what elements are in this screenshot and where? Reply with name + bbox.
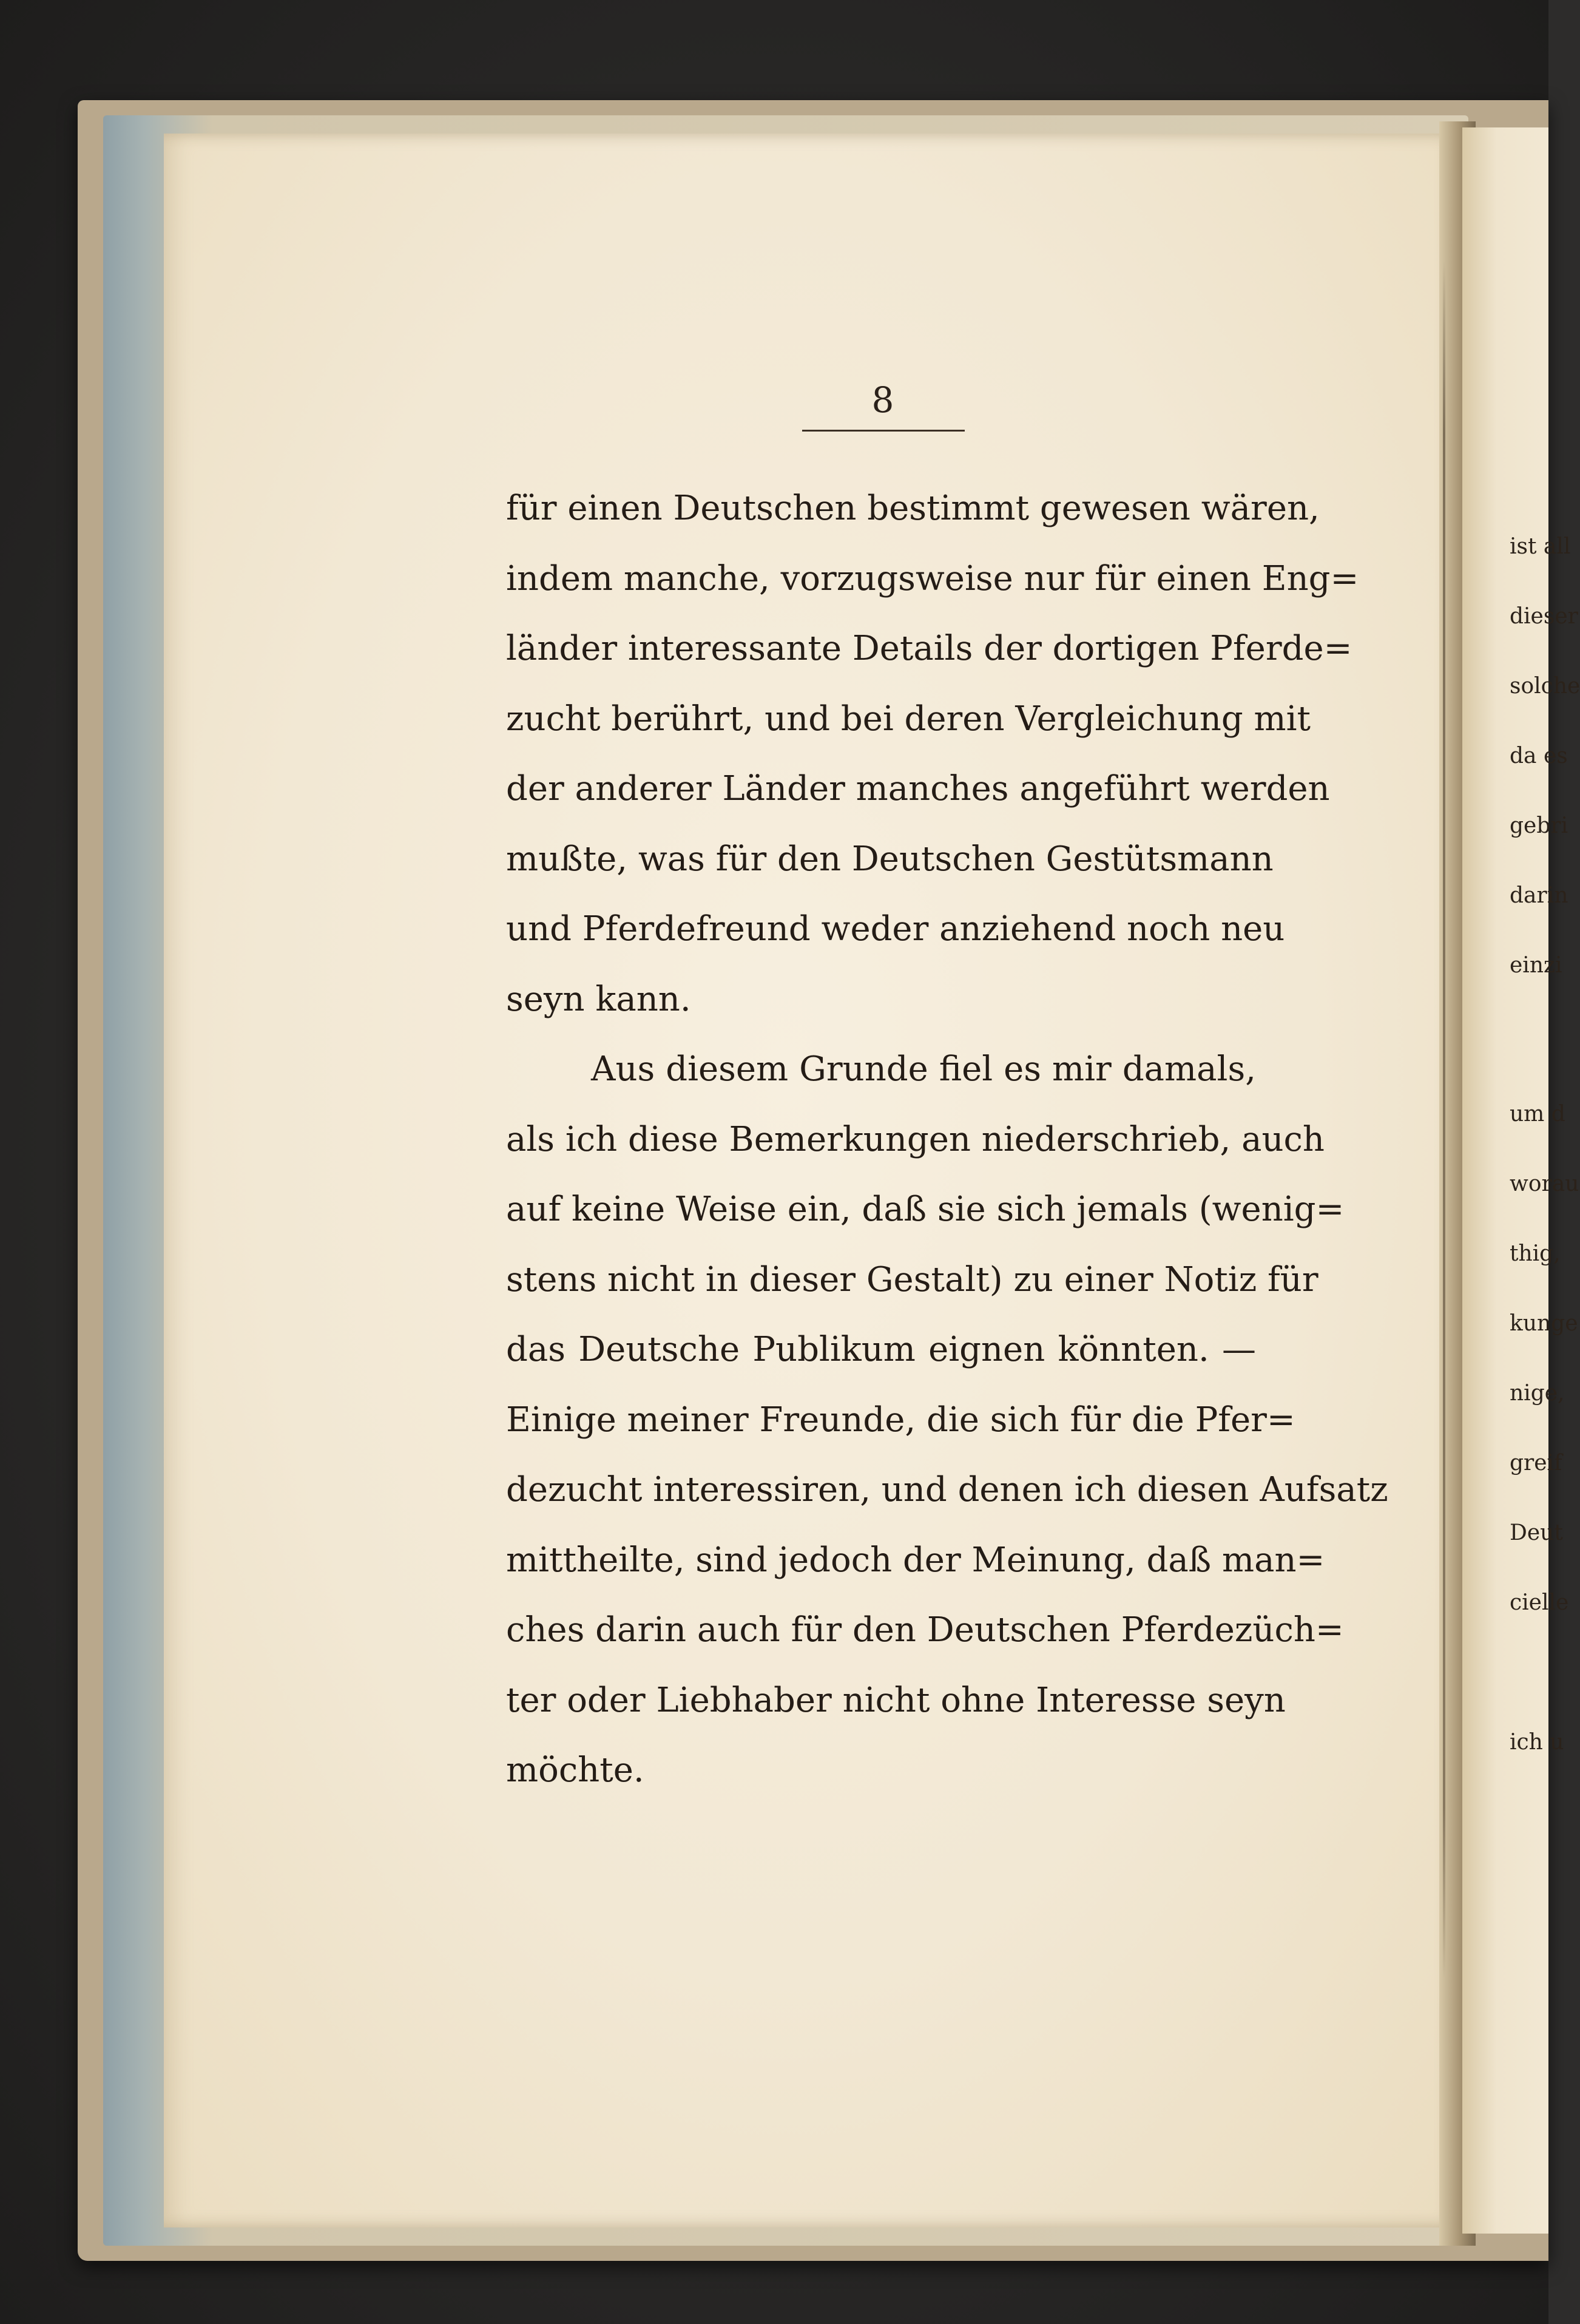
text-line: das Deutsche Publikum eignen könnten. — <box>506 1330 1256 1369</box>
text-line: mittheilte, sind jedoch der Meinung, daß man= <box>506 1540 1325 1580</box>
text-line: indem manche, vorzugsweise nur für einen Eng= <box>506 558 1359 598</box>
facing-page-fragment: thig, <box>1510 1241 1561 1266</box>
facing-page-fragment: darin <box>1510 883 1568 908</box>
page-number: 8 <box>871 379 894 421</box>
text-line: Aus diesem Grunde fiel es mir damals, <box>591 1049 1256 1089</box>
facing-page-fragment: ich u <box>1510 1730 1564 1755</box>
text-line: seyn kann. <box>506 979 691 1019</box>
text-line: möchte. <box>506 1750 644 1790</box>
facing-page-fragment: kunge <box>1510 1311 1578 1336</box>
text-line: dezucht interessiren, und denen ich diesen Aufsatz <box>506 1470 1388 1509</box>
text-line: als ich diese Bemerkungen niederschrieb, auch <box>506 1119 1325 1159</box>
page-crease <box>1443 261 1445 1979</box>
text-line: zucht berührt, und bei deren Vergleichung mit <box>506 699 1311 739</box>
header-rule <box>802 430 965 432</box>
facing-page-fragment: nige, <box>1510 1381 1565 1406</box>
text-line: ter oder Liebhaber nicht ohne Interesse seyn <box>506 1680 1286 1720</box>
facing-page-fragment: dieser <box>1510 604 1578 629</box>
facing-page-fragment: da es <box>1510 744 1568 768</box>
text-line: mußte, was für den Deutschen Gestütsmann <box>506 839 1274 879</box>
facing-page-fragment: greif <box>1510 1451 1562 1475</box>
text-line: ches darin auch für den Deutschen Pferdezüch= <box>506 1610 1344 1650</box>
facing-page-fragment: worau <box>1510 1171 1579 1196</box>
text-line: der anderer Länder manches angeführt werden <box>506 769 1330 808</box>
text-line: stens nicht in dieser Gestalt) zu einer Notiz für <box>506 1259 1318 1299</box>
text-line: Einige meiner Freunde, die sich für die Pfer= <box>506 1400 1295 1440</box>
page-text <box>506 473 1388 1806</box>
facing-page-fragment: einzi <box>1510 953 1562 978</box>
facing-page <box>1462 127 1580 2234</box>
facing-page-fragment: cielle <box>1510 1590 1569 1615</box>
facing-page-fragment: um d <box>1510 1102 1565 1126</box>
text-line: und Pferdefreund weder anziehend noch neu <box>506 909 1285 949</box>
facing-page-fragment: ist all <box>1510 534 1571 559</box>
facing-page-fragment: gebri <box>1510 813 1568 838</box>
facing-page-fragment: Deut <box>1510 1520 1563 1545</box>
text-line: für einen Deutschen bestimmt gewesen wären, <box>506 489 1320 528</box>
facing-page-fragment: solche <box>1510 674 1580 699</box>
text-line: auf keine Weise ein, daß sie sich jemals (wenig= <box>506 1190 1345 1229</box>
text-line: länder interessante Details der dortigen Pferde= <box>506 629 1352 668</box>
